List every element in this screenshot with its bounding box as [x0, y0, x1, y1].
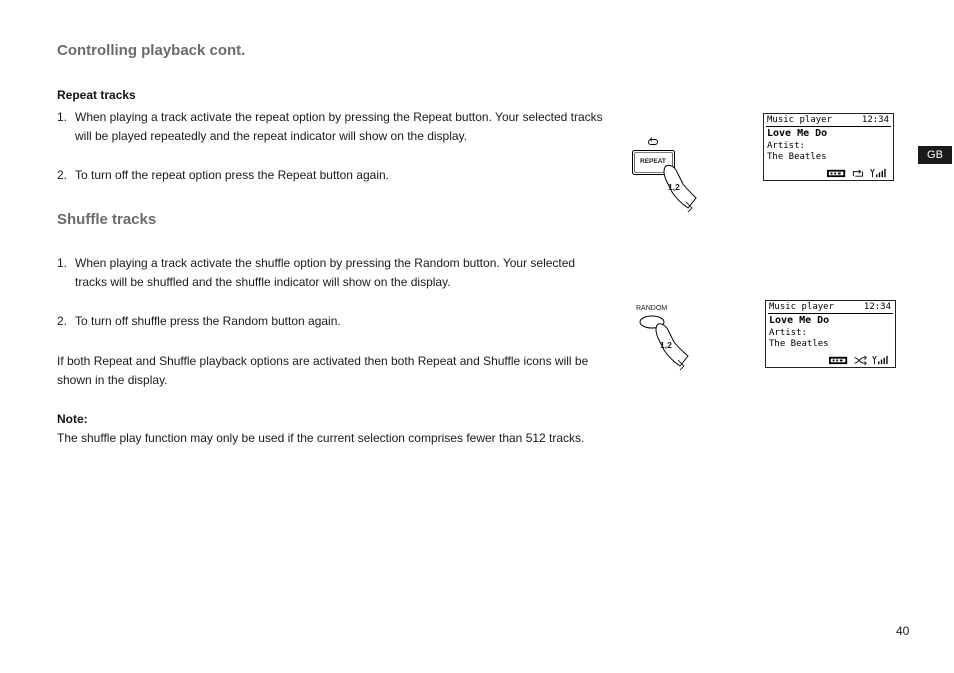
step-text: To turn off the repeat option press the Repeat button again.: [75, 168, 389, 182]
step-number: 1.: [57, 256, 68, 270]
repeat-heading: Repeat tracks: [57, 88, 136, 102]
lcd-artist-label: Artist:: [769, 328, 807, 338]
repeat-step-1: [57, 108, 617, 148]
repeat-button-illustration: [626, 136, 706, 216]
shuffle-step-1: [57, 254, 617, 294]
repeat-steps-label: 1,2: [668, 182, 680, 192]
signal-icon: [873, 356, 888, 364]
section-title: Controlling playback cont.: [57, 42, 246, 59]
random-button-illustration: [630, 302, 710, 372]
shuffle-step-2: [57, 312, 617, 332]
lcd-status-icons: [824, 168, 890, 178]
lcd-status-icons: [826, 355, 892, 365]
shuffle-icon: [854, 356, 866, 365]
repeat-icon: [853, 170, 862, 176]
random-button-label: RANDOM: [636, 305, 668, 312]
language-tab: GB: [918, 146, 952, 164]
step-text: To turn off shuffle press the Random button again.: [75, 314, 341, 328]
signal-icon: [871, 169, 886, 177]
step-text: When playing a track activate the repeat option by pressing the Repeat button. Your selected tracks will be played repeatedly and the repeat indicator will show on the display.: [75, 110, 603, 143]
step-number: 2.: [57, 168, 68, 182]
lcd-artist: The Beatles: [767, 152, 827, 162]
upnp-icon: [829, 357, 847, 364]
lcd-time: 12:34: [863, 302, 891, 312]
random-button-figure: [630, 302, 710, 372]
lcd-divider: [768, 313, 893, 314]
step-text: When playing a track activate the shuffle option by pressing the Random button. Your selected tracks will be shuffled and the shuffle indicator will show on the display.: [75, 256, 576, 289]
lcd-display-repeat: [763, 113, 894, 181]
page-number: 40: [896, 624, 910, 638]
lcd-mode: Music player: [767, 115, 833, 125]
note-label: Note:: [57, 412, 88, 426]
random-steps-label: 1,2: [660, 340, 672, 350]
step-number: 1.: [57, 110, 68, 124]
lcd-artist-label: Artist:: [767, 141, 805, 151]
lcd-track: Love Me Do: [767, 128, 828, 139]
lcd-display-shuffle: [765, 300, 896, 368]
lcd-mode: Music player: [769, 302, 835, 312]
repeat-step-2: [57, 166, 617, 186]
repeat-symbol-icon: [649, 138, 658, 145]
upnp-icon: [827, 170, 845, 177]
repeat-button-figure: [626, 136, 706, 216]
lcd-divider: [766, 126, 891, 127]
lcd-time: 12:34: [861, 115, 889, 125]
note-text: The shuffle play function may only be used if the current selection comprises fewer than 512 tracks.: [57, 431, 585, 445]
shuffle-heading: Shuffle tracks: [57, 211, 157, 228]
lcd-track: Love Me Do: [769, 315, 830, 326]
repeat-button-label: REPEAT: [640, 158, 666, 165]
step-number: 2.: [57, 314, 68, 328]
both-options-paragraph: If both Repeat and Shuffle playback options are activated then both Repeat and Shuffle icons will be shown in the display.: [57, 354, 589, 387]
lcd-artist: The Beatles: [769, 339, 829, 349]
